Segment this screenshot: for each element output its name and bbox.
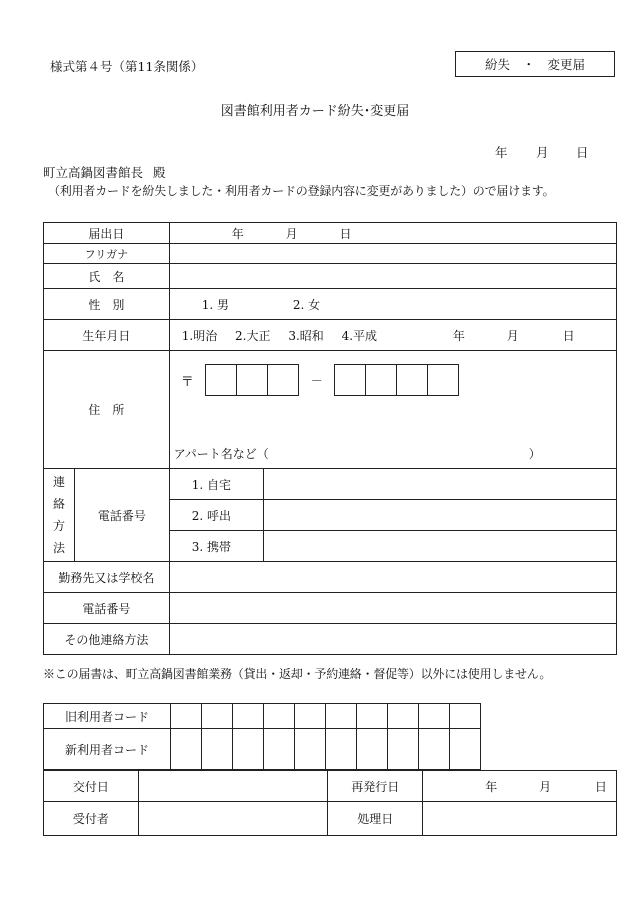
old-code-digit[interactable] — [419, 704, 450, 729]
new-code-digit[interactable] — [295, 729, 326, 770]
old-code-digit[interactable] — [326, 704, 357, 729]
new-code-digit[interactable] — [202, 729, 233, 770]
row-issue — [44, 771, 617, 802]
era-taisho[interactable]: 2.大正 — [235, 328, 271, 343]
receiver-label: 受付者 — [44, 802, 139, 836]
row-address — [44, 351, 617, 469]
date-year: 年 — [495, 145, 508, 160]
new-code-digit[interactable] — [357, 729, 388, 770]
postal-dash: － — [310, 373, 323, 388]
row-furigana — [44, 244, 617, 264]
receiver-field[interactable] — [138, 802, 328, 836]
postal-digit-box[interactable] — [365, 364, 397, 396]
new-code-digit[interactable] — [419, 729, 450, 770]
birth-year-unit: 年 — [452, 328, 465, 343]
old-code-label: 旧利用者コード — [44, 704, 171, 729]
contact-mobile-label: 3. 携帯 — [169, 531, 263, 562]
gender-field — [169, 289, 616, 320]
reissue-date-label: 再発行日 — [328, 771, 423, 802]
old-code-digit[interactable] — [171, 704, 202, 729]
furigana-field[interactable] — [169, 244, 616, 264]
postal-digit-box[interactable] — [396, 364, 428, 396]
new-code-digit[interactable] — [264, 729, 295, 770]
new-code-digit[interactable] — [233, 729, 264, 770]
contact-mobile-field[interactable] — [263, 531, 616, 562]
old-code-digit[interactable] — [295, 704, 326, 729]
postal-code-second[interactable] — [335, 364, 459, 396]
submit-date-day: 日 — [339, 226, 352, 241]
era-meiji[interactable]: 1.明治 — [181, 328, 218, 343]
row-name — [44, 264, 617, 289]
submit-date-field[interactable] — [169, 223, 616, 244]
row-work-school — [44, 562, 617, 593]
new-code-digit[interactable] — [326, 729, 357, 770]
old-code-digit[interactable] — [202, 704, 233, 729]
form-type-box — [455, 51, 615, 77]
name-label: 氏 名 — [44, 264, 170, 289]
processed-date-field[interactable] — [423, 802, 617, 836]
postal-digit-box[interactable] — [427, 364, 459, 396]
row-old-code — [44, 704, 481, 729]
row-work-phone — [44, 593, 617, 624]
addressee — [43, 163, 166, 181]
row-submit-date — [44, 223, 617, 244]
era-heisei[interactable]: 4.平成 — [341, 328, 378, 343]
contact-phone-label: 電話番号 — [74, 469, 169, 562]
gender-label: 性 別 — [44, 289, 170, 320]
postal-digit-box[interactable] — [236, 364, 268, 396]
user-code-table — [43, 703, 481, 770]
address-field[interactable] — [169, 351, 616, 469]
date-month: 月 — [536, 145, 549, 160]
contact-method-label: 連 絡 方 法 — [44, 469, 75, 562]
row-gender — [44, 289, 617, 320]
new-code-digit[interactable] — [450, 729, 481, 770]
processed-date-label: 処理日 — [328, 802, 423, 836]
era-showa[interactable]: 3.昭和 — [288, 328, 324, 343]
row-other-contact — [44, 624, 617, 655]
addressee-name: 町立高鍋図書館長 — [43, 165, 144, 180]
contact-home-field[interactable] — [263, 469, 616, 500]
form-type-label: 紛失 ・ 変更届 — [484, 57, 585, 72]
reissue-month-unit: 月 — [539, 779, 552, 794]
new-code-digit[interactable] — [388, 729, 419, 770]
issue-date-field[interactable] — [138, 771, 328, 802]
row-receiver — [44, 802, 617, 836]
other-contact-label: その他連絡方法 — [44, 624, 170, 655]
contact-call-label: 2. 呼出 — [169, 500, 263, 531]
row-birthdate — [44, 320, 617, 351]
submit-date-year: 年 — [231, 226, 244, 241]
birth-month-unit: 月 — [506, 328, 519, 343]
new-code-digit[interactable] — [171, 729, 202, 770]
old-code-digit[interactable] — [357, 704, 388, 729]
reissue-date-field[interactable] — [423, 771, 617, 802]
other-contact-field[interactable] — [169, 624, 616, 655]
old-code-digit[interactable] — [264, 704, 295, 729]
submit-date-label: 届出日 — [44, 223, 170, 244]
apartment-line[interactable] — [173, 445, 541, 462]
office-use-table — [43, 770, 617, 836]
row-contact-home — [44, 469, 617, 500]
apartment-close-paren: ） — [528, 447, 541, 461]
contact-home-label: 1. 自宅 — [169, 469, 263, 500]
birthdate-field — [169, 320, 616, 351]
old-code-digit[interactable] — [388, 704, 419, 729]
form-id: 様式第４号（第11条関係） — [50, 59, 204, 74]
submit-date-month: 月 — [285, 226, 298, 241]
contact-call-field[interactable] — [263, 500, 616, 531]
postal-digit-box[interactable] — [334, 364, 366, 396]
work-phone-label: 電話番号 — [44, 593, 170, 624]
row-new-code — [44, 729, 481, 770]
privacy-footnote: ※この届書は、町立高鍋図書館業務（貸出・返却・予約連絡・督促等）以外には使用しません。 — [43, 667, 552, 681]
new-code-label: 新利用者コード — [44, 729, 171, 770]
furigana-label: フリガナ — [44, 244, 170, 264]
date-day: 日 — [576, 145, 589, 160]
birthdate-label: 生年月日 — [44, 320, 170, 351]
birth-day-unit: 日 — [562, 328, 575, 343]
name-field[interactable] — [169, 264, 616, 289]
apartment-label: アパート名など（ — [173, 447, 269, 461]
issue-date-label: 交付日 — [44, 771, 139, 802]
addressee-honorific: 殿 — [153, 165, 166, 180]
work-school-label: 勤務先又は学校名 — [44, 562, 170, 593]
work-school-field[interactable] — [169, 562, 616, 593]
document-title: 図書館利用者カード紛失･変更届 — [220, 104, 410, 119]
postal-digit-box[interactable] — [267, 364, 299, 396]
postal-code-first[interactable] — [206, 364, 299, 396]
postal-code-group — [181, 364, 459, 396]
reissue-day-unit: 日 — [594, 779, 607, 794]
application-form-table — [43, 222, 617, 655]
address-label: 住 所 — [44, 351, 170, 469]
postal-digit-box[interactable] — [205, 364, 237, 396]
notice-text: （利用者カードを紛失しました・利用者カードの登録内容に変更がありました）ので届けます。 — [48, 184, 555, 198]
work-phone-field[interactable] — [169, 593, 616, 624]
old-code-digit[interactable] — [233, 704, 264, 729]
old-code-digit[interactable] — [450, 704, 481, 729]
gender-option-male[interactable]: 1. 男 — [201, 297, 230, 312]
postal-mark: 〒 — [180, 374, 194, 390]
gender-option-female[interactable]: 2. 女 — [292, 297, 321, 312]
reissue-year-unit: 年 — [485, 779, 498, 794]
